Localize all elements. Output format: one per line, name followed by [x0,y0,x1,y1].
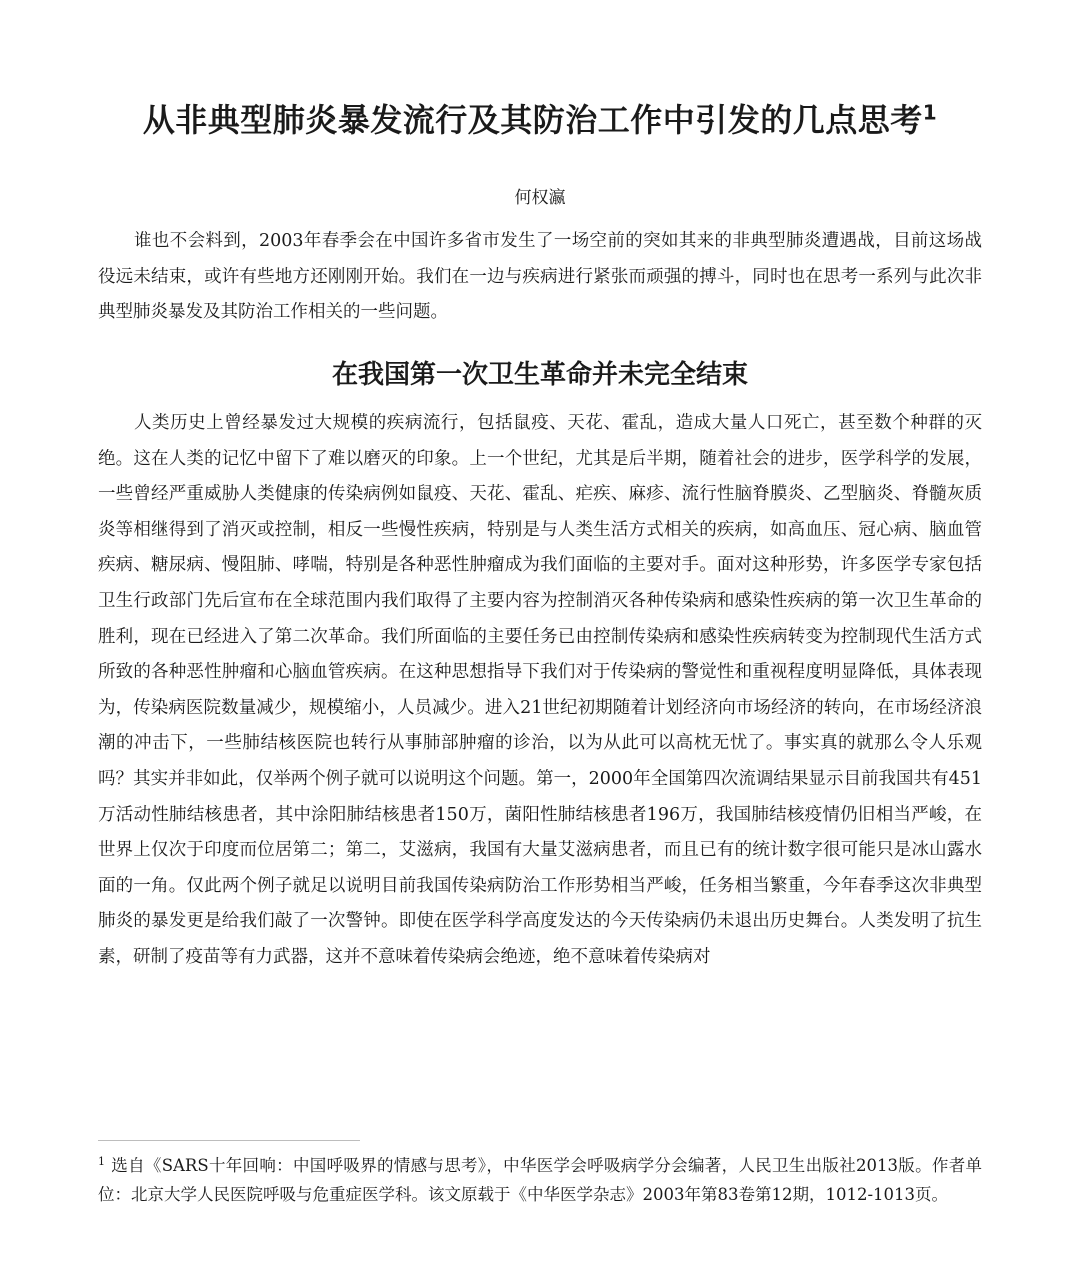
footnote-text: 选自《SARS十年回响：中国呼吸界的情感与思考》，中华医学会呼吸病学分会编著，人民卫生出版社2013版。作者单位：北京大学人民医院呼吸与危重症医学科。该文原载于《中华医学杂志》2003年第83卷第12期，1012-1013页。 [98,1156,982,1204]
footnote [98,1152,982,1209]
intro-paragraph: 谁也不会料到，2003年春季会在中国许多省市发生了一场空前的突如其来的非典型肺炎遭遇战，目前这场战役远未结束，或许有些地方还刚刚开始。我们在一边与疾病进行紧张而顽强的搏斗，同时也在思考一系列与此次非典型肺炎暴发及其防治工作相关的一些问题。 [98,231,982,323]
author-name: 何权瀛 [514,188,566,208]
section-paragraph: 人类历史上曾经暴发过大规模的疾病流行，包括鼠疫、天花、霍乱，造成大量人口死亡，甚至数个种群的灭绝。这在人类的记忆中留下了难以磨灭的印象。上一个世纪，尤其是后半期，随着社会的进步，医学科学的发展，一些曾经严重威胁人类健康的传染病例如鼠疫、天花、霍乱、疟疾、麻疹、流行性脑脊膜炎、乙型脑炎、脊髓灰质炎等相继得到了消灭或控制，相反一些慢性疾病，特别是与人类生活方式相关的疾病，如高血压、冠心病、脑血管疾病、糖尿病、慢阻肺、哮喘，特别是各种恶性肿瘤成为我们面临的主要对手。面对这种形势，许多医学专家包括卫生行政部门先后宣布在全球范围内我们取得了主要内容为控制消灭各种传染病和感染性疾病的第一次卫生革命的胜利，现在已经进入了第二次革命。我们所面临的主要任务已由控制传染病和感染性疾病转变为控制现代生活方式所致的各种恶性肿瘤和心脑血管疾病。在这种思想指导下我们对于传染病的警觉性和重视程度明显降低，具体表现为，传染病医院数量减少，规模缩小，人员减少。进入21世纪初期随着计划经济向市场经济的转向，在市场经济浪潮的冲击下，一些肺结核医院也转行从事肺部肿瘤的诊治，以为从此可以高枕无忧了。事实真的就那么令人乐观吗？其实并非如此，仅举两个例子就可以说明这个问题。第一，2000年全国第四次流调结果显示目前我国共有451万活动性肺结核患者，其中涂阳肺结核患者150万，菌阳性肺结核患者196万，我国肺结核疫情仍旧相当严峻，在世界上仅次于印度而位居第二；第二，艾滋病，我国有大量艾滋病患者，而且已有的统计数字很可能只是冰山露水面的一角。仅此两个例子就足以说明目前我国传染病防治工作形势相当严峻，任务相当繁重，今年春季这次非典型肺炎的暴发更是给我们敲了一次警钟。即使在医学科学高度发达的今天传染病仍未退出历史舞台。人类发明了抗生素，研制了疫苗等有力武器，这并不意味着传染病会绝迹，绝不意味着传染病对 [98,413,982,967]
footnote-mark: 1 [98,1154,105,1168]
document-title-text: 从非典型肺炎暴发流行及其防治工作中引发的几点思考 [142,101,923,139]
section-heading: 在我国第一次卫生革命并未完全结束 [331,360,748,390]
footnote-divider [98,1140,360,1141]
document-title [60,96,1020,144]
title-footnote-mark[interactable]: 1 [922,100,938,125]
